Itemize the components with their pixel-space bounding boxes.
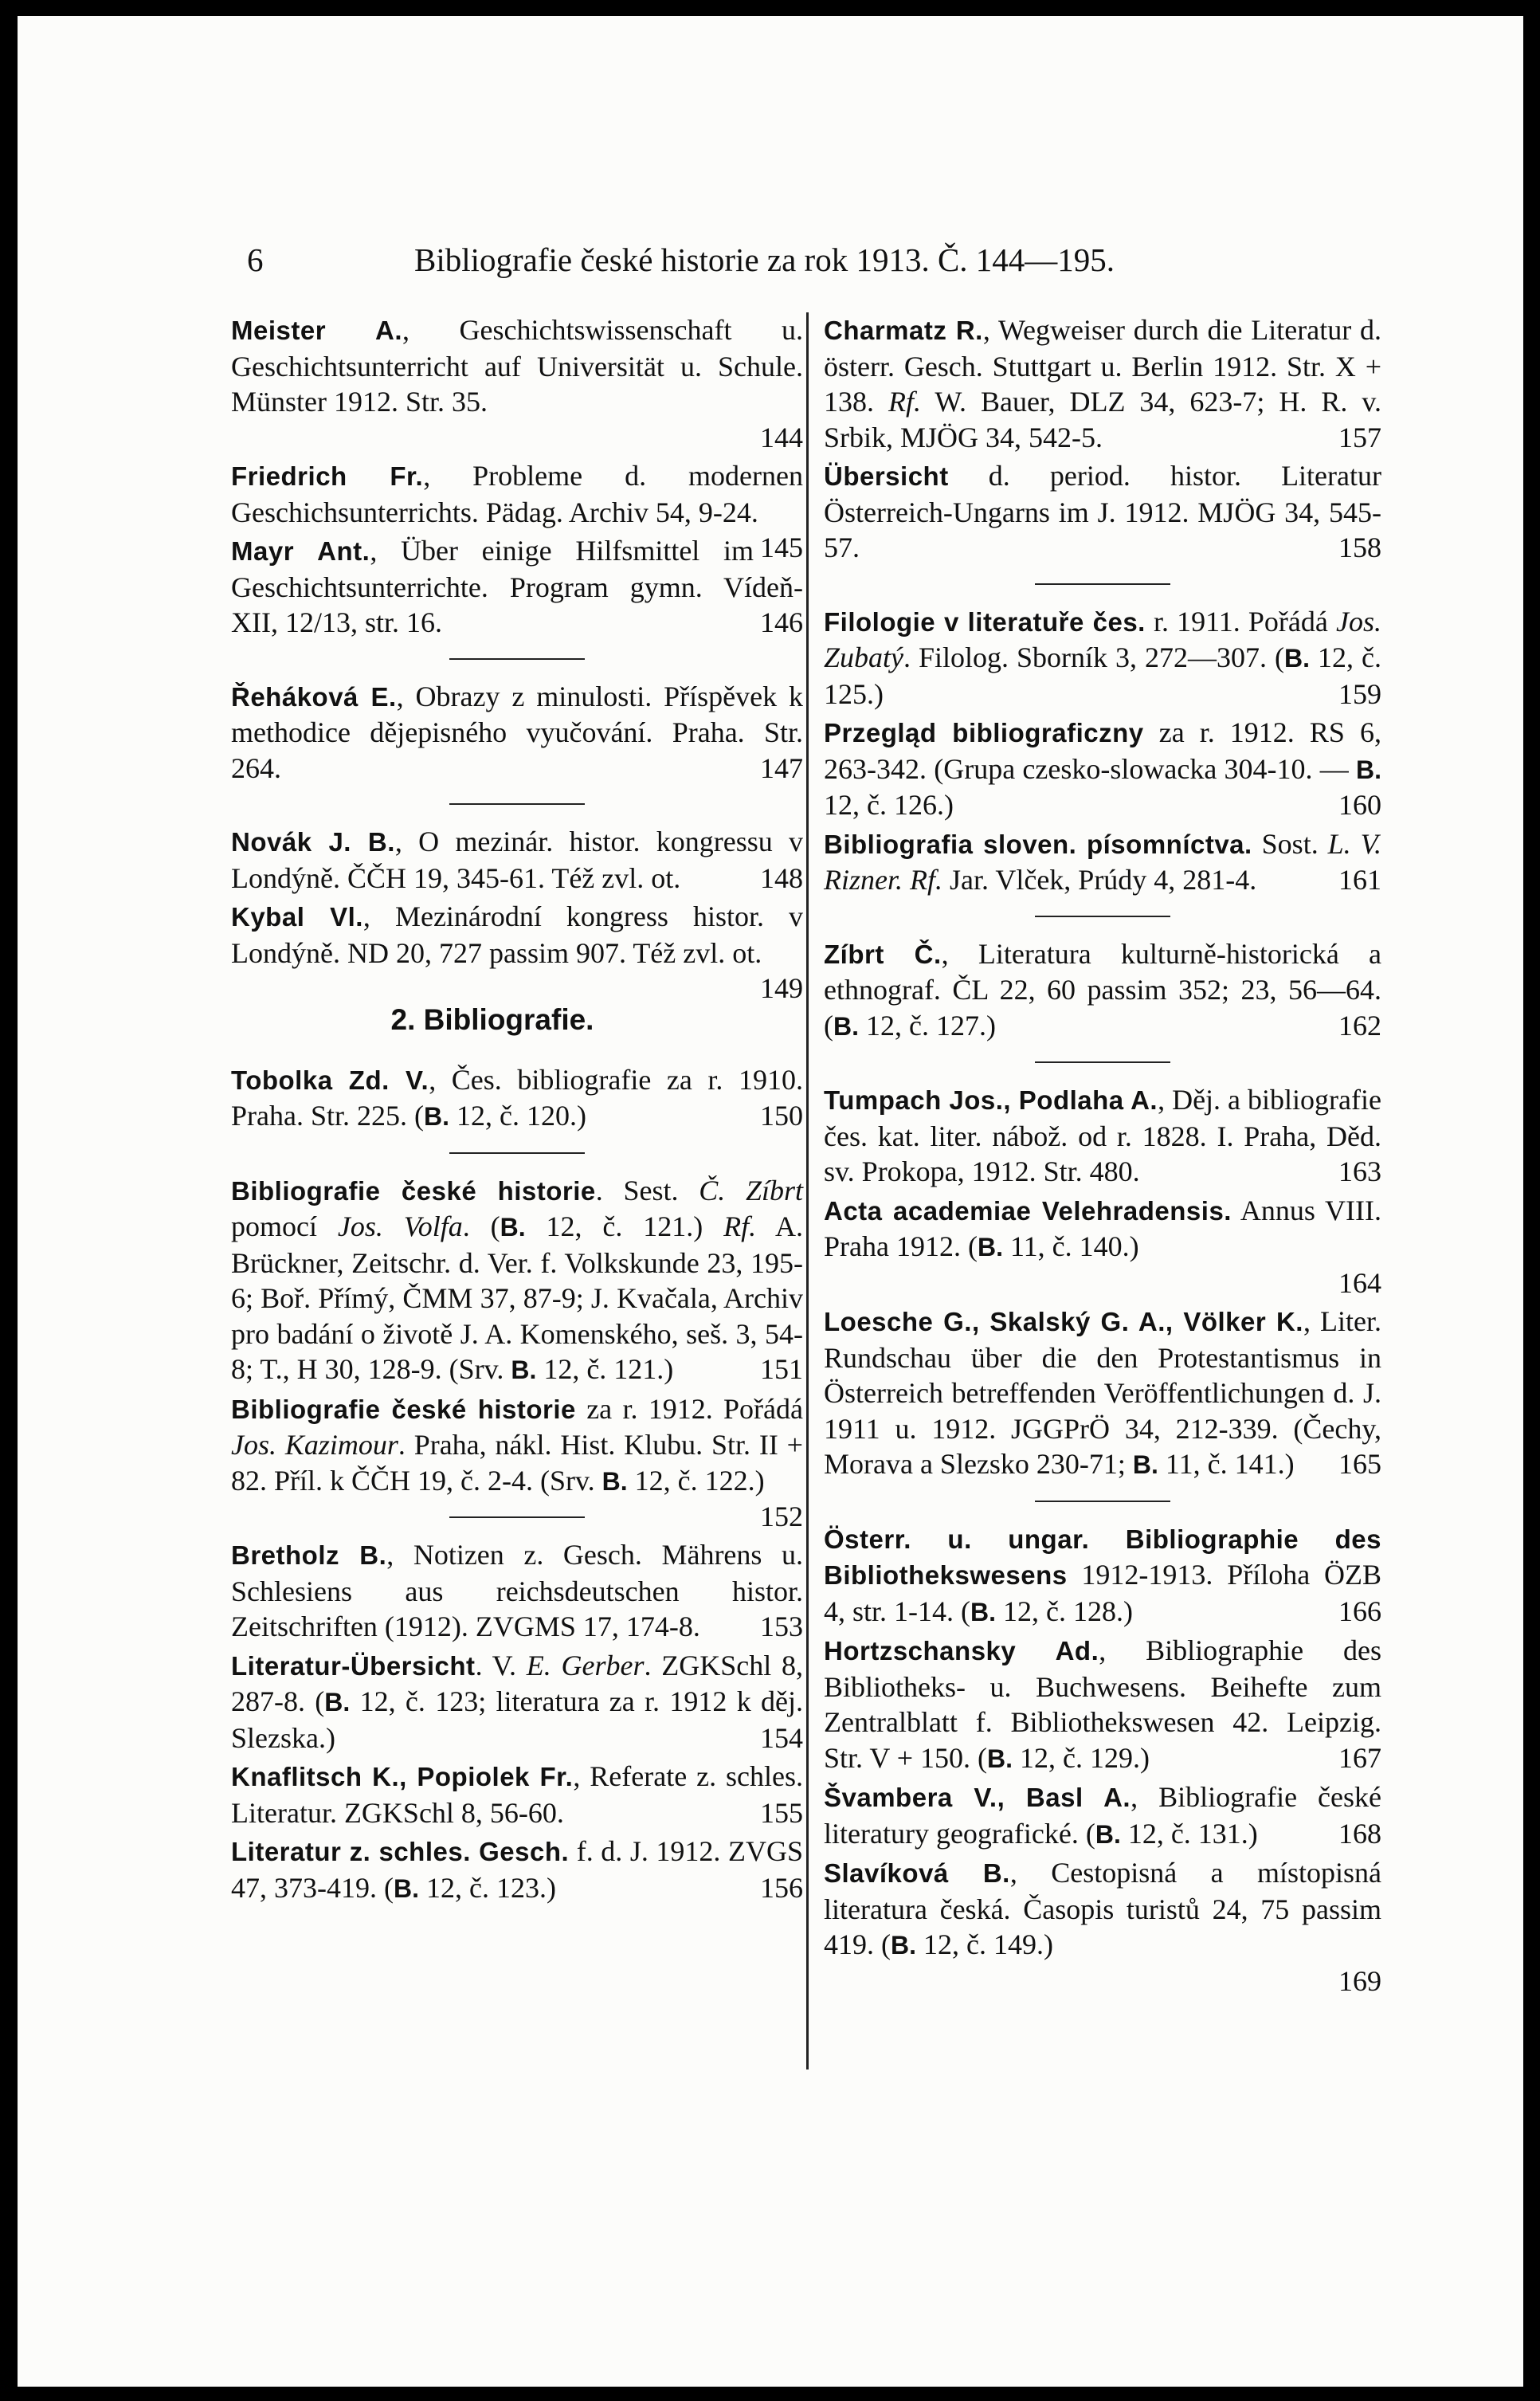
- entry-number: 157: [1338, 421, 1381, 453]
- entry-160: Przegląd bibliograficzny za r. 1912. RS 6, 263-342. (Grupa czesko-slowacka 304-10. — B. 12, č. 126.) 160: [824, 715, 1381, 823]
- entry-169: Slavíková B., Cestopisná a místopisná literatura česká. Časopis turistů 24, 75 passim 419. (B. 12, č. 149.) 169: [824, 1855, 1381, 1999]
- entry-151: Bibliografie české historie. Sest. Č. Zíbrt pomocí Jos. Volfa. (B. 12, č. 121.) Rf. A. Brückner, Zeitschr. d. Ver. f. Volkskunde 23, 195-6; Boř. Přímý, ČMM 37, 87-9; J. Kvačala, Archiv pro badání o životě J. A. Komenského, seš. 3, 54-8; T., H 30, 128-9. (Srv. B. 12, č. 121.) 151: [231, 1173, 803, 1388]
- entry-152: Bibliografie české historie za r. 1912. Pořádá Jos. Kazimour. Praha, nákl. Hist. Klubu. Str. II + 82. Příl. k ČČH 19, č. 2-4. (Srv. B. 12, č. 122.) 152: [231, 1391, 803, 1500]
- entry-162: Zíbrt Č., Literatura kulturně-historická a ethnograf. ČL 22, 60 passim 352; 23, 56—64. (B. 12, č. 127.) 162: [824, 936, 1381, 1045]
- entry-163: Tumpach Jos., Podlaha A., Děj. a bibliografie čes. kat. liter. nábož. od r. 1828. I. Praha, Děd. sv. Prokopa, 1912. Str. 480. 163: [824, 1082, 1381, 1190]
- entry-149: Kybal Vl., Mezinárodní kongress histor. v Londýně. ND 20, 727 passim 907. Též zvl. ot. 149: [231, 899, 803, 971]
- separator-rule: [1035, 1501, 1170, 1502]
- entry-154: Literatur-Übersicht. V. E. Gerber. ZGKSchl 8, 287-8. (B. 12, č. 123; literatura za r. 1912 k děj. Slezska.) 154: [231, 1648, 803, 1756]
- separator-rule: [1035, 916, 1170, 917]
- entry-number: 147: [760, 751, 803, 784]
- running-head: [247, 241, 1115, 279]
- entry-number: 154: [760, 1721, 803, 1754]
- entry-145: Friedrich Fr., Probleme d. modernen Geschichsunterrichts. Pädag. Archiv 54, 9-24. 145: [231, 458, 803, 530]
- entry-168: Švambera V., Basl A., Bibliografie české literatury geografické. (B. 12, č. 131.) 168: [824, 1779, 1381, 1852]
- entry-144: Meister A., Geschichtswissenschaft u. Geschichtsunterricht auf Universität u. Schule. Münster 1912. Str. 35. 144: [231, 312, 803, 455]
- right-column: [824, 312, 1381, 2002]
- entry-number: 159: [1338, 677, 1381, 710]
- entry-number: 165: [1338, 1448, 1381, 1480]
- entry-165: Loesche G., Skalský G. A., Völker K., Liter. Rundschau über die den Protestantismus in Österreich betreffenden Veröffentlichungen d. J. 1911 u. 1912. JGGPrÖ 34, 212-339. (Čechy, Morava a Slezsko 230-71; B. 11, č. 141.) 165: [824, 1304, 1381, 1483]
- entry-number: 160: [1338, 789, 1381, 821]
- left-column: [231, 312, 803, 1909]
- separator-rule: [449, 803, 585, 805]
- entry-number: 155: [760, 1796, 803, 1829]
- entry-157: Charmatz R., Wegweiser durch die Literatur d. österr. Gesch. Stuttgart u. Berlin 1912. Str. X + 138. Rf. W. Bauer, DLZ 34, 623-7; H. R. v. Srbik, MJÖG 34, 542-5. 157: [824, 312, 1381, 455]
- entry-number: 156: [760, 1871, 803, 1904]
- entry-number: 161: [1338, 864, 1381, 896]
- entry-161: Bibliografia sloven. písomníctva. Sost. L. V. Rizner. Rf. Jar. Vlček, Prúdy 4, 281-4. 161: [824, 826, 1381, 898]
- entry-number: 168: [1338, 1817, 1381, 1850]
- separator-rule: [1035, 1061, 1170, 1063]
- entry-number: 164: [1338, 1266, 1381, 1299]
- separator-rule: [1035, 583, 1170, 585]
- entry-number: 152: [760, 1501, 803, 1532]
- separator-rule: [449, 658, 585, 660]
- entry-number: 153: [760, 1610, 803, 1642]
- entry-166: Österr. u. ungar. Bibliographie des Bibliothekswesens 1912-1913. Příloha ÖZB 4, str. 1-14. (B. 12, č. 128.) 166: [824, 1521, 1381, 1630]
- entry-number: 158: [1338, 532, 1381, 563]
- entry-155: Knaflitsch K., Popiolek Fr., Referate z. schles. Literatur. ZGKSchl 8, 56-60. 155: [231, 1759, 803, 1830]
- entry-148: Novák J. B., O mezinár. histor. kongressu v Londýně. ČČH 19, 345-61. Též zvl. ot. 148: [231, 824, 803, 896]
- entry-number: 149: [760, 972, 803, 1004]
- entry-number: 166: [1338, 1595, 1381, 1627]
- separator-rule: [449, 1516, 585, 1518]
- entry-164: Acta academiae Velehradensis. Annus VIII. Praha 1912. (B. 11, č. 140.) 164: [824, 1193, 1381, 1301]
- entry-number: 144: [760, 421, 803, 453]
- entry-156: Literatur z. schles. Gesch. f. d. J. 1912. ZVGS 47, 373-419. (B. 12, č. 123.) 156: [231, 1834, 803, 1906]
- entry-number: 145: [760, 532, 803, 563]
- entry-150: Tobolka Zd. V., Čes. bibliografie za r. 1910. Praha. Str. 225. (B. 12, č. 120.) 150: [231, 1062, 803, 1135]
- page-number: 6: [247, 241, 264, 278]
- entry-159: Filologie v literatuře čes. r. 1911. Pořádá Jos. Zubatý. Filolog. Sborník 3, 272—307. (B. 12, č. 125.) 159: [824, 604, 1381, 712]
- entry-number: 162: [1338, 1009, 1381, 1042]
- entry-number: 146: [760, 606, 803, 638]
- entry-153: Bretholz B., Notizen z. Gesch. Mährens u. Schlesiens aus reichsdeutschen histor. Zeitschriften (1912). ZVGMS 17, 174-8. 153: [231, 1537, 803, 1645]
- entry-number: 150: [760, 1100, 803, 1132]
- column-divider: [806, 312, 809, 2069]
- entry-number: 148: [760, 861, 803, 894]
- entry-158: Übersicht d. period. histor. Literatur Österreich-Ungarns im J. 1912. MJÖG 34, 545-57. 158: [824, 458, 1381, 566]
- section-heading: 2. Bibliografie.: [390, 1003, 594, 1036]
- entry-167: Hortzschansky Ad., Bibliographie des Bibliotheks- u. Buchwesens. Beihefte zum Zentralblatt f. Bibliothekswesen 42. Leipzig. Str. V + 150. (B. 12, č. 129.) 167: [824, 1633, 1381, 1776]
- entry-number: 163: [1338, 1155, 1381, 1187]
- entry-number: 167: [1338, 1741, 1381, 1774]
- entry-147: Řeháková E., Obrazy z minulosti. Příspěvek k methodice dějepisného vyučování. Praha. Str. 264. 147: [231, 679, 803, 787]
- entry-number: 151: [760, 1353, 803, 1385]
- separator-rule: [449, 1152, 585, 1154]
- entry-number: 169: [1338, 1964, 1381, 1997]
- page-title: Bibliografie české historie za rok 1913. Č. 144—195.: [414, 241, 1115, 278]
- entry-146: Mayr Ant., Über einige Hilfsmittel im Geschichtsunterrichte. Program gymn. Vídeň-XII, 12/13, str. 16. 146: [231, 533, 803, 641]
